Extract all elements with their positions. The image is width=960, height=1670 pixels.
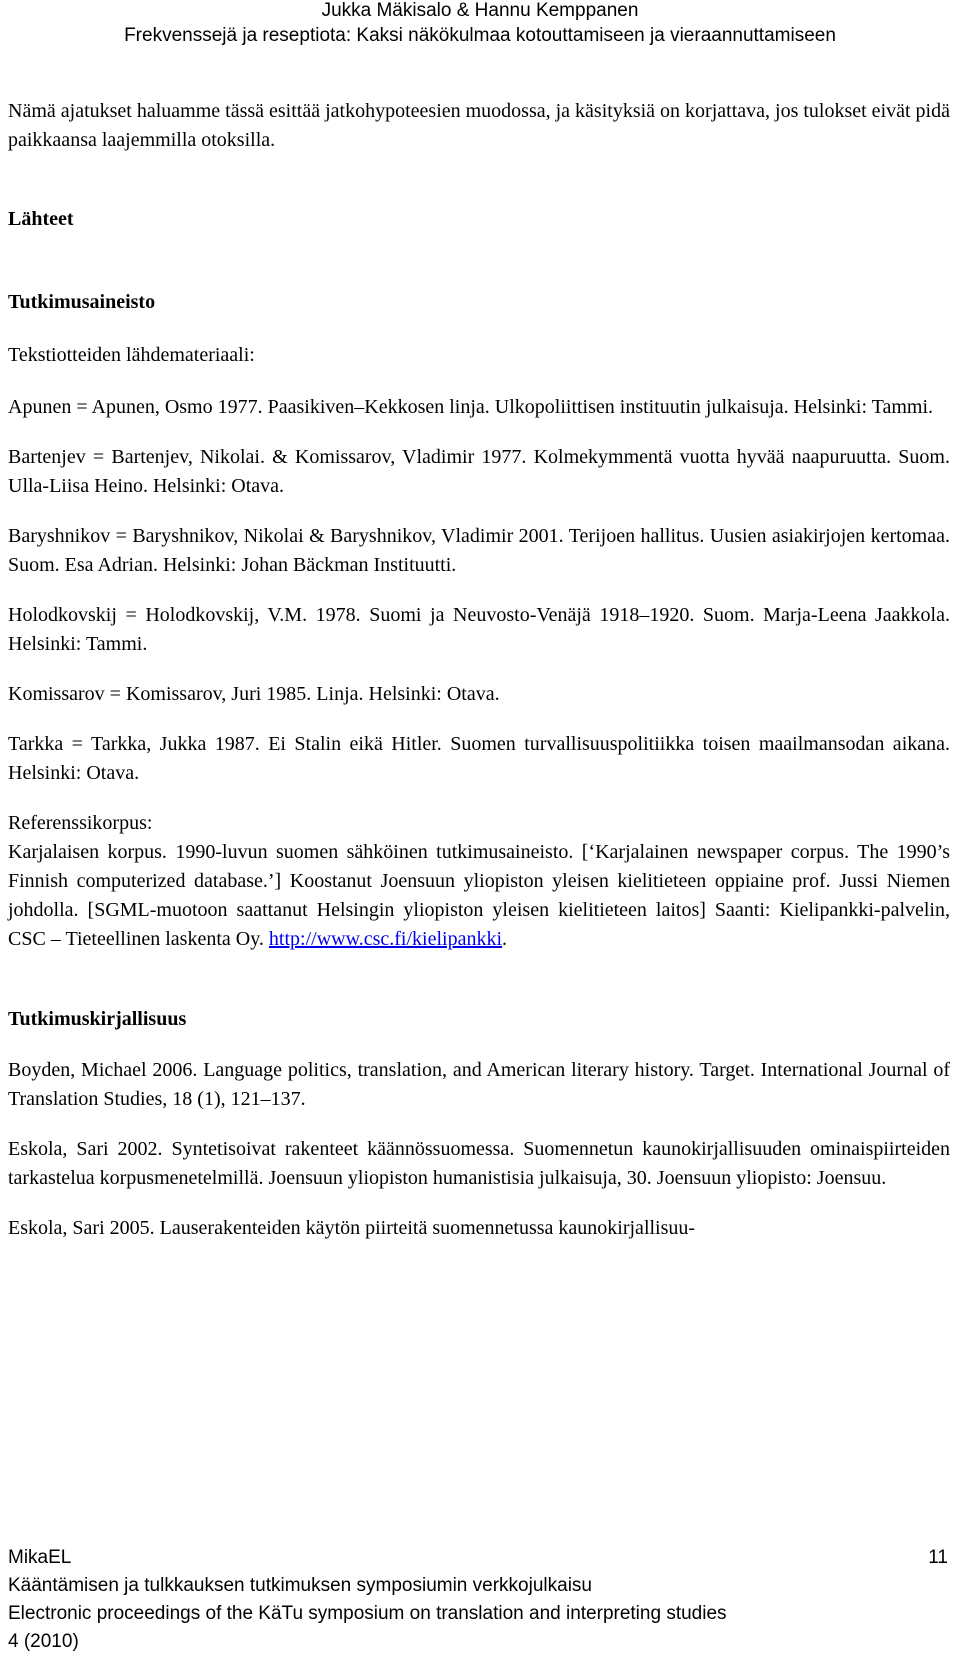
intro-paragraph: Nämä ajatukset haluamme tässä esittää jatkohypoteesien muodossa, ja käsityksiä on korjattava, jos tulokset eivät pidä paikkaansa laajemmilla otoksilla. [8,100,950,151]
reference-entry-apunen: Apunen = Apunen, Osmo 1977. Paasikiven–Kekkosen linja. Ulkopoliittisen instituutin julkaisuja. Helsinki: Tammi. [8,396,933,418]
reference-entry-komissarov: Komissarov = Komissarov, Juri 1985. Linja. Helsinki: Otava. [8,683,500,705]
footer-issue: 4 (2010) [8,1631,79,1652]
corpus-entry-text: Karjalaisen korpus. 1990-luvun suomen sähköinen tutkimusaineisto. [‘Karjalainen newspaper corpus. The 1990’s Finnish computerized database.’] Koostanut Joensuun yliopiston yleisen kielitieteen oppiaine prof. Jussi Niemen johdolla. [SGML-muotoon saattanut Helsingin yliopiston yleisen kielitieteen laitos] Saanti: Kielipankki-palvelin, CSC – Tieteellinen laskenta Oy. [8,841,950,950]
reference-entry-tarkka: Tarkka = Tarkka, Jukka 1987. Ei Stalin eikä Hitler. Suomen turvallisuuspolitiikka toisen maailmansodan aikana. Helsinki: Otava. [8,733,950,784]
literature-entry-boyden: Boyden, Michael 2006. Language politics, translation, and American literary history. Target. International Journal of Translation Studies, 18 (1), 121–137. [8,1059,950,1110]
corpus-entry [8,838,950,954]
research-material-heading: Tutkimusaineisto [8,291,156,313]
page-header [0,0,960,48]
page-number: 11 [928,1547,948,1568]
footer-journal-name: MikaEL [8,1547,72,1568]
literature-entry-eskola-2002: Eskola, Sari 2002. Syntetisoivat rakenteet käännössuomessa. Suomennetun kaunokirjallisuuden ominaispiirteiden tarkastelua korpusmenetelmillä. Joensuun yliopiston humanistisia julkaisuja, 30. Joensuun yliopisto: Joensuu. [8,1138,950,1189]
reference-entry-baryshnikov: Baryshnikov = Baryshnikov, Nikolai & Baryshnikov, Vladimir 2001. Terijoen hallitus. Uusien asiakirjojen kertomaa. Suom. Esa Adrian. Helsinki: Johan Bäckman Instituutti. [8,525,950,576]
corpus-entry-end: . [502,928,508,950]
footer-english-title: Electronic proceedings of the KäTu symposium on translation and interpreting studies [8,1603,727,1624]
source-material-label: Tekstiotteiden lähdemateriaali: [8,344,255,366]
reference-entry-holodkovskij: Holodkovskij = Holodkovskij, V.M. 1978. Suomi ja Neuvosto-Venäjä 1918–1920. Suom. Marja-Leena Jaakkola. Helsinki: Tammi. [8,604,950,655]
page-footer [8,1544,948,1656]
document-body [8,97,950,1243]
sources-heading: Lähteet [8,208,74,230]
literature-entry-eskola-2005: Eskola, Sari 2005. Lauserakenteiden käytön piirteitä suomennetussa kaunokirjallisuu- [8,1217,696,1239]
header-authors: Jukka Mäkisalo & Hannu Kemppanen [321,0,639,21]
footer-finnish-title: Kääntämisen ja tulkkauksen tutkimuksen symposiumin verkkojulkaisu [8,1575,592,1596]
header-title: Frekvenssejä ja reseptiota: Kaksi näkökulmaa kotouttamiseen ja vieraannuttamiseen [124,25,836,46]
literature-heading: Tutkimuskirjallisuus [8,1008,187,1030]
reference-entry-bartenjev: Bartenjev = Bartenjev, Nikolai. & Komissarov, Vladimir 1977. Kolmekymmentä vuotta hyvää naapuruutta. Suom. Ulla-Liisa Heino. Helsinki: Otava. [8,446,950,497]
kielipankki-link[interactable]: http://www.csc.fi/kielipankki [268,928,503,950]
reference-corpus-label: Referenssikorpus: [8,812,153,834]
